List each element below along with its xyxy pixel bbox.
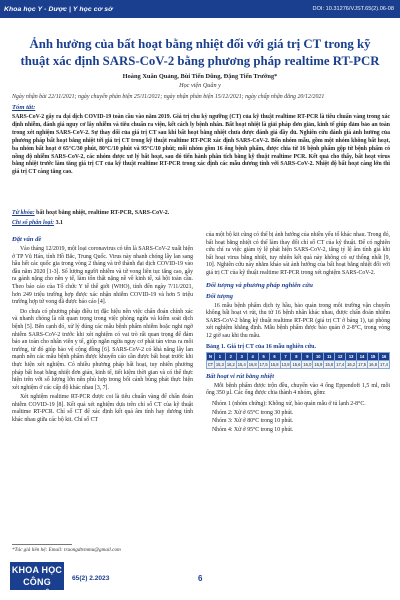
intro-paragraph-2: Do chưa có phương pháp điều trị đặc hiệu nên việc chẩn đoán chính xác và nhanh chóng là rất quan trọng trong việc phòng ngừa và kiểm soát dịch bệnh [5]. Bên cạnh đó, xử lý đúng các mẫu bệnh phẩm nhiễm hoặc nghi ngờ nhiễm SARS-CoV-2 trước khi xét nghiệm có vai trò rất quan trọng để đảm bảo an toàn cho nhân viên y tế, giúp ngăn ngừa nguy cơ phát tán virus ra môi trường, từ đó giúp bảo vệ cộng đồng [6]. SARS-CoV-2 có khả năng lây lan mạnh nên các mẫu bệnh phẩm được khuyến cáo cần được bất hoạt trước khi thực hiện xét nghiệm. Có nhiều phương pháp bất hoạt, tuy nhiên phương pháp bất hoạt bằng nhiệt đơn giản, kinh tế, tiết kiệm thời gian và có thể thực hiện trên với số lượng lớn nên phù hợp trong bối cảnh bùng phát thực hiện xét nghiệm ở các cấp độ khác nhau [3, 7]. <box>12 308 193 391</box>
table-row-label: CT <box>207 361 214 367</box>
classification-label: Chỉ số phân loại: <box>12 220 55 226</box>
section-heading-intro: Đặt vấn đề <box>12 236 42 243</box>
classification <box>12 220 63 226</box>
section-heading-methods: Đối tượng và phương pháp nghiên cứu <box>206 281 313 289</box>
table-cell: 13,8 <box>281 361 290 367</box>
group-item-4: Nhóm 4: Xử ở 95°C trong 10 phút. <box>212 427 294 434</box>
table-cell: 17,4 <box>336 361 345 367</box>
group-item-3: Nhóm 3: Xử ở 80°C trong 10 phút. <box>212 418 294 425</box>
left-column <box>12 232 193 427</box>
table-cell: 7 <box>280 352 291 360</box>
table-cell: 15,9 <box>314 361 323 367</box>
table-cell: 15,8 <box>325 361 334 367</box>
group-item-1: Nhóm 1 (nhóm chứng): Không xử, bảo quản mẫu ở tủ lạnh 2-8°C. <box>212 400 366 407</box>
logo-line-2: CÔNG NGHỆ <box>23 577 51 599</box>
intro-paragraph-1: Vào tháng 12/2019, một loại coronavirus có tên là SARS-CoV-2 xuất hiện ở TP Vũ Hán, tỉnh Hồ Bắc, Trung Quốc. Virus này nhanh chóng lây lan sang hầu hết các quốc gia trong vòng 2 tháng và trở thành đại dịch COVID-19 vào đầu năm 2020 [1-3]. Số lượng người nhiễm và tử vong liên tục tăng cao, gây ra gánh nặng cho nền y tế, làm tổn thất nặng nề về kinh tế, xã hội toàn cầu. Theo báo cáo của Tổ chức Y tế thế giới (WHO), tính đến ngày 7/11/2021, hơn 249 triệu trường hợp được xác nhận nhiễm COVID-19 và hơn 5 triệu trường hợp tử vong đã được báo cáo [4]. <box>12 246 193 306</box>
doi[interactable]: DOI: 10.31276/VJST.65(2).06-08 <box>312 6 394 12</box>
table-cell: 9 <box>302 352 313 360</box>
table-cell: 8 <box>291 352 302 360</box>
affiliation: Học viện Quân y <box>179 82 221 89</box>
table-cell: 15,6 <box>292 361 301 367</box>
submission-dates: Ngày nhận bài 22/11/2021; ngày chuyển phản biện 25/11/2021; ngày nhận phản biện 15/12/2021; ngày chấp nhận đăng 20/12/2021 <box>12 94 325 100</box>
article-title: Ảnh hưởng của bất hoạt bằng nhiệt đối với giá trị CT trong kỹ thuật xác định SARS-CoV-2 bằng phương pháp realtime RT-PCR <box>20 37 380 68</box>
corresponding-author-footnote: *Tác giả liên hệ: Email: truongdtvmmu@gmail.com <box>12 547 121 553</box>
table-cell: 15,8 <box>270 361 279 367</box>
table-cell: 15,3 <box>215 361 224 367</box>
table-cell: 11 <box>324 352 335 360</box>
heat-inactivation-paragraph: Mỗi bệnh phẩm được trộn đều, chuyển vào 4 ống Eppendoft 1,5 ml, mỗi ống 350 µl. Các ống được chia thành 4 nhóm, gồm: <box>206 382 390 397</box>
running-header <box>0 0 400 18</box>
intro-paragraph-3: Xét nghiệm realtime RT-PCR được coi là tiêu chuẩn vàng để chẩn đoán nhiễm COVID-19 [8]. Kết quả xét nghiệm dựa trên chỉ số CT của kỹ thuật realtime RT-PCR. Chỉ số CT để xác định kết quả âm tính hay dương tính khác nhau giữa các bộ kit. Chỉ số CT <box>12 394 193 424</box>
table-cell: 16,2 <box>226 361 235 367</box>
keywords-label: Từ khóa: <box>12 210 35 216</box>
issue-number: 65(2) 2.2023 <box>72 575 110 582</box>
subjects-paragraph: 16 mẫu bệnh phẩm dịch tỵ hầu, bảo quản trong môi trường vận chuyển không bất hoạt vi rút, thu từ 16 bệnh nhân khác nhau, được chẩn đoán nhiễm SARS-CoV-2 bằng kỹ thuật realtime RT-PCR (giá trị CT ở bảng 1), tại phòng xét nghiệm khẳng định. Mẫu bệnh phẩm được bảo quản ở 2-8°C, trong vòng 12 giờ sau khi thu mẫu. <box>206 302 390 339</box>
abstract-heading: Tóm tắt: <box>12 104 36 111</box>
table-cell: 3 <box>236 352 247 360</box>
abstract-text: SARS-CoV-2 gây ra đại dịch COVID-19 toàn cầu vào năm 2019. Giá trị chu kỳ ngưỡng (CT) của kỹ thuật realtime RT-PCR là tiêu chuẩn vàng trong xác định nhiễm, đánh giá nguy cơ lây nhiễm và tiêu chuẩn ra viện, kết cách ly bệnh nhân. Bất hoạt nhiệt là giải pháp đơn giản, kinh tế giúp đảm bảo an toàn trong xét nghiệm SARS-CoV-2. Sự thay đổi của giá trị CT sau khi bất hoạt bằng nhiệt chưa được đánh giá đầy đủ. Nghiên cứu đánh giá ảnh hưởng của phương pháp bất hoạt bằng nhiệt tới giá trị CT trong kỹ thuật realtime RT-PCR xác định SARS-CoV-2. Bốn nhóm mẫu, gồm một nhóm không bất hoạt, ba nhóm bất hoạt ở 65°C/30 phút, 80°C/10 phút và 95°C/10 phút; mỗi nhóm gồm 16 ống bệnh phẩm, được chia từ 16 bệnh phẩm gộp từ bệnh phẩm có nồng độ nhiễm SARS-CoV-2, các nhóm được xử lý bất hoạt, sau đó tiến hành phân tích bằng kỹ thuật realtime PCR. Kết quả cho thấy, bất hoạt virus bằng nhiệt trước làm tăng giá trị CT của kỹ thuật realtime RT-PCR trong xác định các mẫu dương tính với SARS-CoV-2. Nhiệt độ bất hoạt càng lớn thì giá trị CT càng tăng cao. <box>12 114 390 176</box>
table-cell: 6 <box>269 352 280 360</box>
table-cell: 16 <box>378 352 389 360</box>
table-cell: 16,0 <box>303 361 312 367</box>
table-row-n <box>207 352 390 360</box>
table-cell: 15 <box>368 352 379 360</box>
logo-line-1: KHOA HỌC <box>11 565 63 575</box>
table-cell: 16,8 <box>369 361 377 367</box>
table-cell: 17,5 <box>259 361 268 367</box>
group-item-2: Nhóm 2: Xử ở 65°C trong 30 phút. <box>212 409 294 416</box>
ct-values-table <box>206 352 390 369</box>
table-cell: 16,8 <box>248 361 257 367</box>
classification-value: 3.1 <box>55 220 63 226</box>
table-cell: 17,5 <box>358 361 367 367</box>
table-cell: 2 <box>225 352 236 360</box>
authors: Hoàng Xuân Quảng, Bùi Tiến Dũng, Đặng Tiến Trường* <box>122 73 278 80</box>
right-column <box>206 232 390 435</box>
subheading-subjects: Đối tượng <box>206 292 233 300</box>
table-cell: 13 <box>346 352 357 360</box>
table-cell: 15,4 <box>237 361 246 367</box>
table-cell: 12 <box>335 352 346 360</box>
table-title: Bảng 1. Giá trị CT của 16 mẫu nghiên cứu. <box>206 343 317 350</box>
subheading-heat-inactivation: Bất hoạt vi rút bằng nhiệt <box>206 372 275 380</box>
page-number: 6 <box>198 574 203 583</box>
table-row-ct <box>207 360 390 368</box>
table-cell: 16,2 <box>347 361 356 367</box>
table-cell: 5 <box>258 352 269 360</box>
table-cell: 10 <box>313 352 324 360</box>
table-cell: 1 <box>214 352 225 360</box>
journal-section: Khoa học Y - Dược | Y học cơ sở <box>4 5 113 13</box>
table-cell: 14 <box>357 352 368 360</box>
continuation-paragraph: của một bộ kit cũng có thể bị ảnh hưởng của nhiều yếu tố khác nhau. Trong đó, bất hoạt bằng nhiệt có thể làm thay đổi chỉ số CT của kỹ thuật. Để có nghiên cứu chỉ ra việc giảm tỷ lệ phát hiện SARS-CoV-2, tăng tỷ lệ âm tính giả khi bất hoạt virus bằng nhiệt, tuy nhiên kết quả này không có sự thống nhất [9, 10]. Nghiên cứu này nhằm khảo sát ảnh hưởng của bất hoạt bằng nhiệt đối với giá trị CT của kỹ thuật realtime RT-PCR trong xét nghiệm SARS-CoV-2. <box>206 232 390 276</box>
footnote-rule <box>12 544 72 545</box>
keywords <box>12 210 390 216</box>
keywords-values: bất hoạt bằng nhiệt, realtime RT-PCR, SARS-CoV-2. <box>36 210 170 216</box>
table-row-label: N <box>207 352 215 360</box>
table-cell: 17,4 <box>379 361 388 367</box>
journal-logo <box>10 562 64 599</box>
table-cell: 4 <box>247 352 258 360</box>
